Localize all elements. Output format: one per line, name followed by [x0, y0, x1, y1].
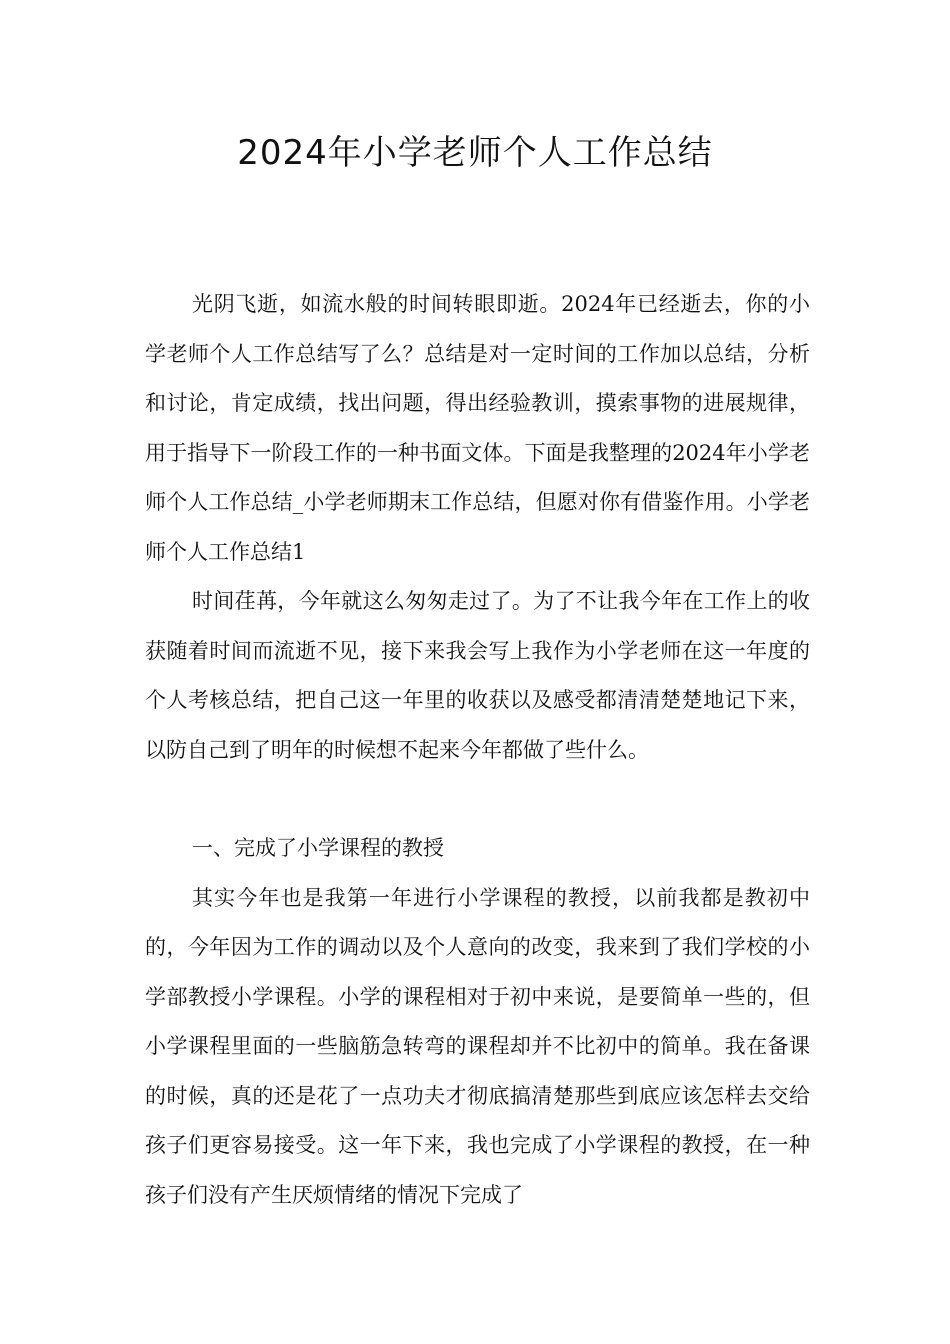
section-heading: 一、完成了小学课程的教授 [192, 836, 444, 860]
intro-paragraph: 光阴飞逝，如流水般的时间转眼即逝。2024年已经逝去，你的小学老师个人工作总结写了么？总结是对一定时间的工作加以总结，分析和讨论，肯定成绩，找出问题，得出经验教训，摸索事物的进展规律，用于指导下一阶段工作的一种书面文体。下面是我整理的2024年小学老师个人工作总结_小学老师期末工作总结，但愿对你有借鉴作用。小学老师个人工作总结1 [145, 292, 810, 564]
section-paragraph: 其实今年也是我第一年进行小学课程的教授，以前我都是教初中的，今年因为工作的调动以及个人意向的改变，我来到了我们学校的小学部教授小学课程。小学的课程相对于初中来说，是要简单一些的，但小学课程里面的一些脑筋急转弯的课程却并不比初中的简单。我在备课的时候，真的还是花了一点功夫才彻底搞清楚那些到底应该怎样去交给孩子们更容易接受。这一年下来，我也完成了小学课程的教授，在一种孩子们没有产生厌烦情绪的情况下完成了 [145, 885, 810, 1207]
document-body [145, 280, 810, 1220]
paragraph-gap [145, 775, 810, 824]
summary-paragraph: 时间荏苒，今年就这么匆匆走过了。为了不让我今年在工作上的收获随着时间而流逝不见，接下来我会写上我作为小学老师在这一年度的个人考核总结，把自己这一年里的收获以及感受都清清楚楚地记下来，以防自己到了明年的时候想不起来今年都做了些什么。 [145, 589, 810, 762]
document-title: 2024年小学老师个人工作总结 [237, 133, 713, 173]
